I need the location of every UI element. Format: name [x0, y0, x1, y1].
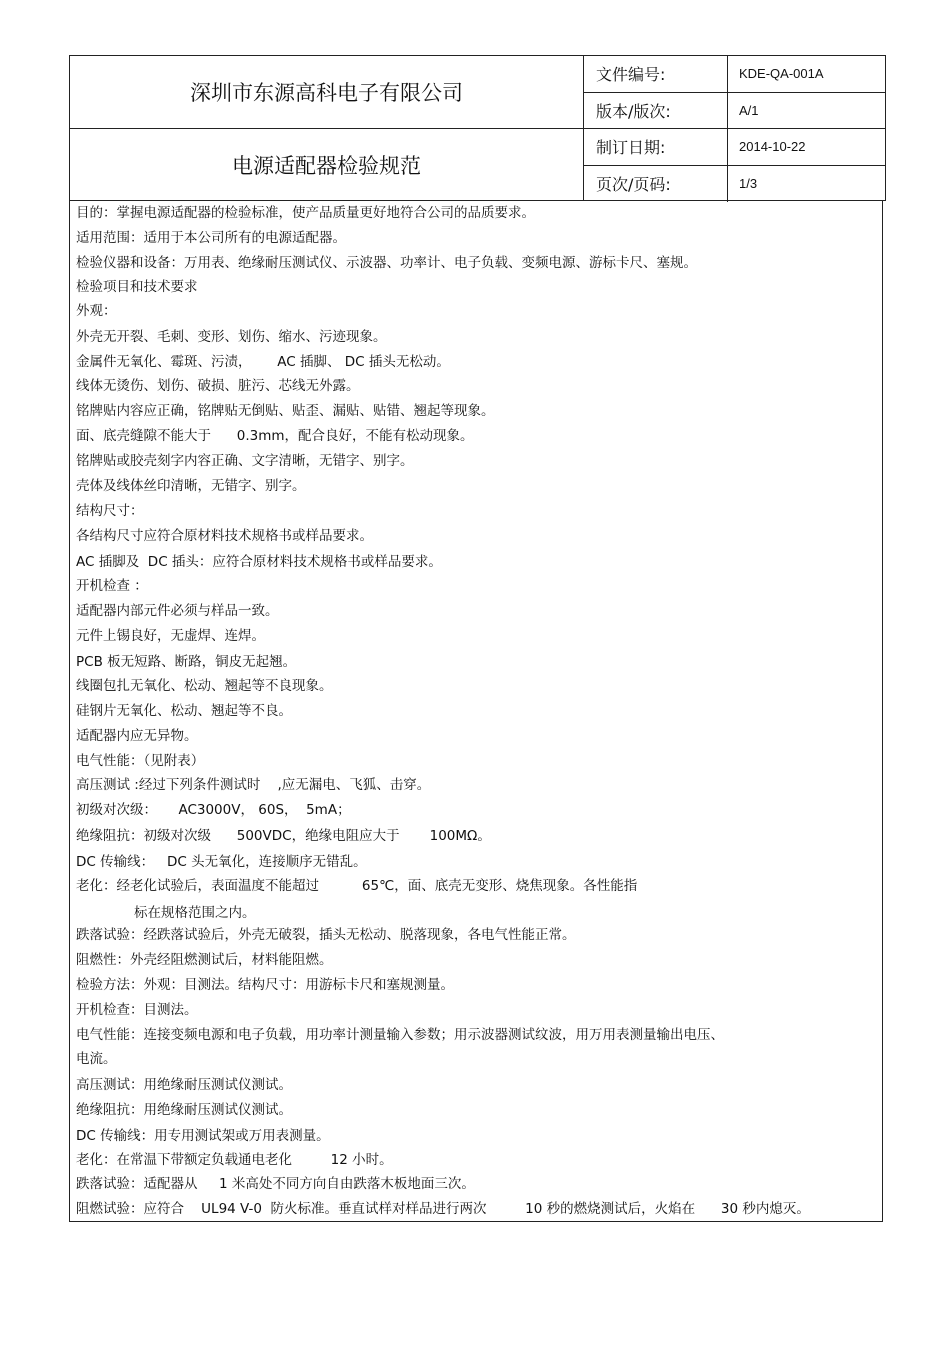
appearance-heading: 外观： — [76, 303, 117, 319]
text-line: 各结构尺寸应符合原材料技术规格书或样品要求。 — [76, 528, 373, 544]
text-line: 铭牌贴或胶壳刻字内容正确、文字清晰，无错字、别字。 — [76, 453, 414, 469]
text-line: 适配器内应无异物。 — [76, 728, 198, 744]
text-line: 外壳无开裂、毛刺、变形、划伤、缩水、污迹现象。 — [76, 329, 387, 345]
text-line: 硅钢片无氧化、松动、翘起等不良。 — [76, 703, 292, 719]
document-header — [69, 55, 886, 201]
equipment-line: 检验仪器和设备：万用表、绝缘耐压测试仪、示波器、功率计、电子负载、变频电源、游标卡尺、塞规。 — [76, 255, 697, 271]
power-on-heading: 开机检查 ： — [76, 578, 148, 594]
text-line: DC 传输线：用专用测试架或万用表测量。 — [76, 1128, 330, 1144]
text-line: 阻燃试验：应符合 UL94 V-0 防火标准。垂直试样对样品进行两次 10 秒的燃烧测试后，火焰在 30 秒内熄灭。 — [76, 1201, 810, 1217]
text-line: 绝缘阻抗：用绝缘耐压测试仪测试。 — [76, 1102, 292, 1118]
text-line: 线圈包扎无氧化、松动、翘起等不良现象。 — [76, 678, 333, 694]
document-body — [69, 201, 883, 1222]
structure-heading: 结构尺寸： — [76, 503, 144, 519]
text-line: 初级对次级： AC3000V， 60S， 5mA； — [76, 802, 351, 818]
text-line: 高压测试：用绝缘耐压测试仪测试。 — [76, 1077, 292, 1093]
text-line: 开机检查：目测法。 — [76, 1002, 198, 1018]
company-name: 深圳市东源高科电子有限公司 — [70, 56, 584, 129]
text-line: 壳体及线体丝印清晰，无错字、别字。 — [76, 478, 306, 494]
text-line-continued: 标在规格范围之内。 — [134, 905, 256, 921]
text-line: 跌落试验：适配器从 1 米高处不同方向自由跌落木板地面三次。 — [76, 1176, 475, 1192]
text-line: 高压测试 :经过下列条件测试时 ,应无漏电、飞狐、击穿。 — [76, 777, 431, 793]
page-number-label: 页次/页码: — [584, 166, 728, 203]
text-line: 适配器内部元件必须与样品一致。 — [76, 603, 279, 619]
text-line: 电气性能：连接变频电源和电子负载，用功率计测量输入参数；用示波器测试纹波，用万用表测量输出电压、 — [76, 1027, 724, 1043]
doc-number-value: KDE-QA-001A — [728, 56, 885, 93]
text-line: 老化：经老化试验后，表面温度不能超过 65℃，面、底壳无变形、烧焦现象。各性能指 — [76, 878, 638, 894]
text-line: 绝缘阻抗：初级对次级 500VDC，绝缘电阻应大于 100MΩ。 — [76, 828, 491, 844]
text-line: 金属件无氧化、霉斑、污渍， AC 插脚、 DC 插头无松动。 — [76, 354, 450, 370]
document-title: 电源适配器检验规范 — [70, 129, 584, 201]
scope-line: 适用范围：适用于本公司所有的电源适配器。 — [76, 230, 346, 246]
version-value: A/1 — [728, 93, 885, 130]
text-line: PCB 板无短路、断路，铜皮无起翘。 — [76, 654, 297, 670]
revision-date-value: 2014-10-22 — [728, 129, 885, 166]
text-line: DC 传输线： DC 头无氧化，连接顺序无错乱。 — [76, 854, 367, 870]
method-heading: 检验方法：外观：目测法。结构尺寸：用游标卡尺和塞规测量。 — [76, 977, 454, 993]
electrical-heading: 电气性能：（见附表） — [76, 753, 205, 769]
text-line: 面、底壳缝隙不能大于 0.3mm，配合良好，不能有松动现象。 — [76, 428, 474, 444]
text-line: 阻燃性：外壳经阻燃测试后，材料能阻燃。 — [76, 952, 333, 968]
section-heading: 检验项目和技术要求 — [76, 279, 198, 295]
revision-date-label: 制订日期: — [584, 129, 728, 166]
text-line: 元件上锡良好，无虚焊、连焊。 — [76, 628, 265, 644]
text-line: 跌落试验：经跌落试验后，外壳无破裂，插头无松动、脱落现象，各电气性能正常。 — [76, 927, 576, 943]
text-line: 铭牌贴内容应正确，铭牌贴无倒贴、贴歪、漏贴、贴错、翘起等现象。 — [76, 403, 495, 419]
text-line-continued: 电流。 — [76, 1051, 117, 1067]
text-line: 老化：在常温下带额定负载通电老化 12 小时。 — [76, 1152, 393, 1168]
text-line: AC 插脚及 DC 插头：应符合原材料技术规格书或样品要求。 — [76, 554, 442, 570]
version-label: 版本/版次: — [584, 93, 728, 130]
purpose-line: 目的：掌握电源适配器的检验标准，使产品质量更好地符合公司的品质要求。 — [76, 205, 535, 221]
page-number-value: 1/3 — [739, 176, 758, 192]
doc-number-label: 文件编号: — [584, 56, 728, 93]
text-line: 线体无烫伤、划伤、破损、脏污、芯线无外露。 — [76, 378, 360, 394]
